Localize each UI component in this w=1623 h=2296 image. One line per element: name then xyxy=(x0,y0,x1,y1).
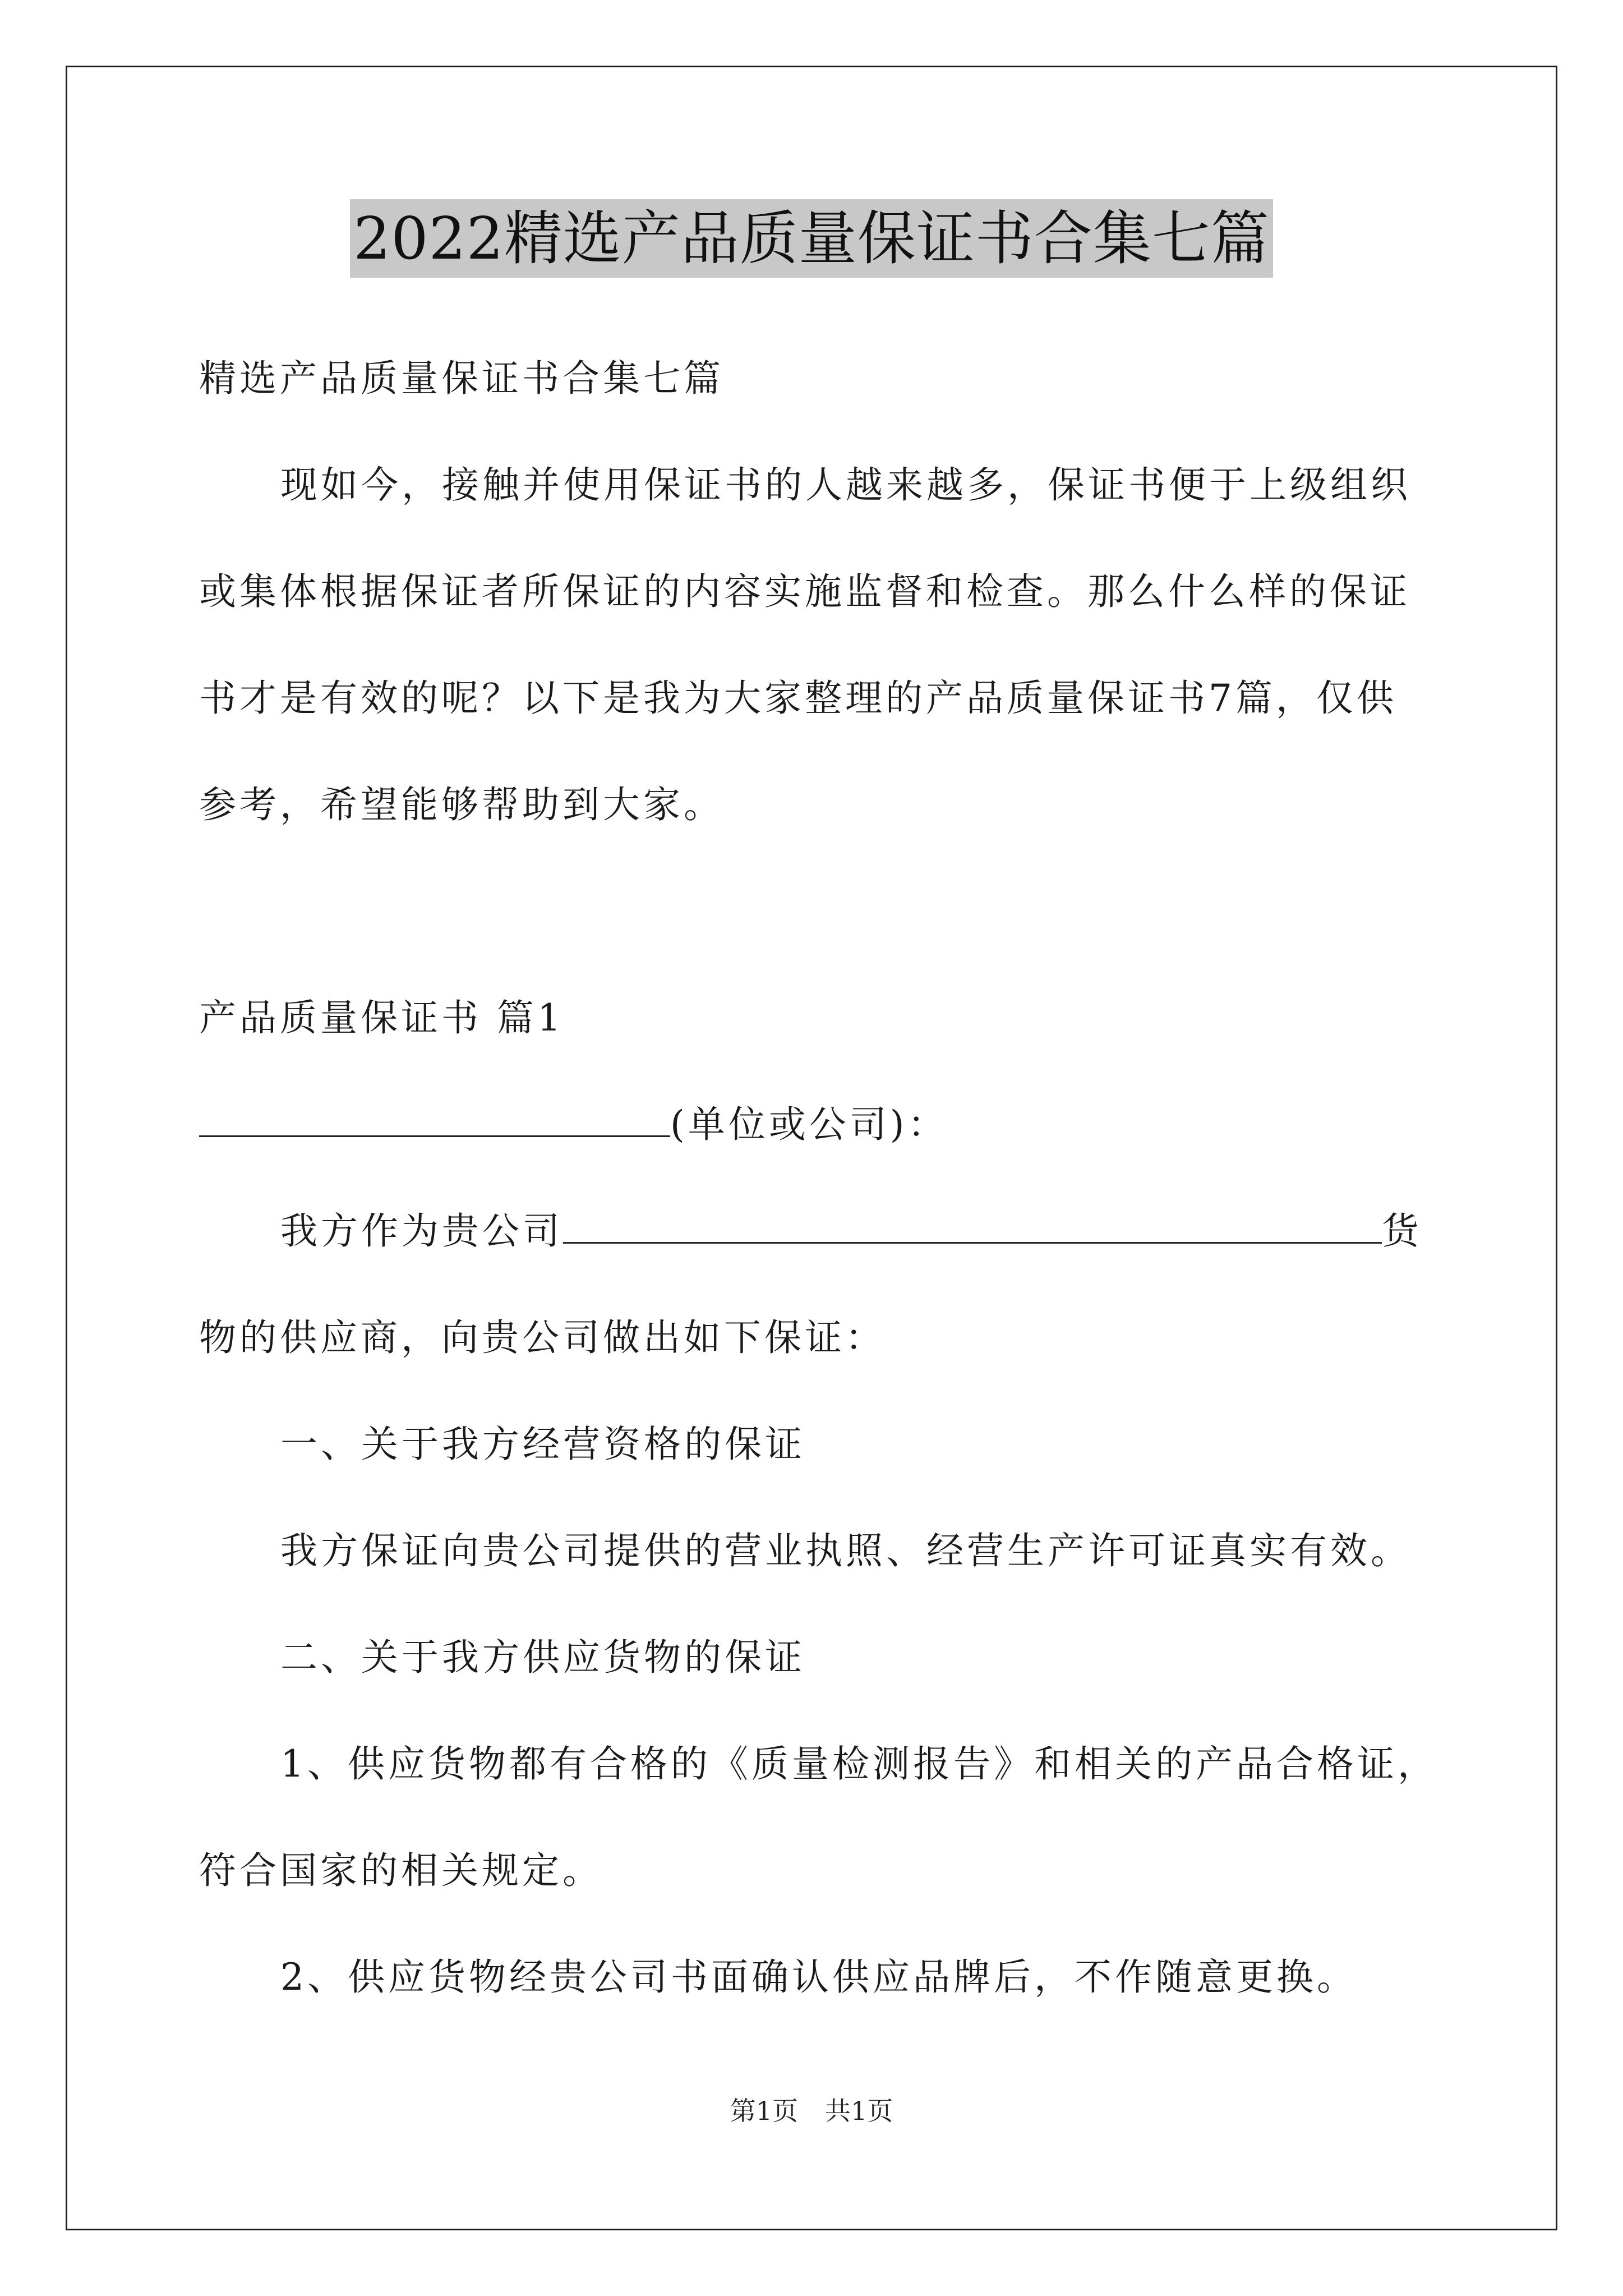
item1-heading: 一、关于我方经营资格的保证 xyxy=(280,1423,805,1466)
intro-line-4: 参考，希望能够帮助到大家。 xyxy=(199,783,724,826)
intro-line-2: 或集体根据保证者所保证的内容实施监督和检查。那么什么样的保证 xyxy=(199,570,1410,613)
addressee-blank[interactable] xyxy=(199,1101,670,1137)
item2-1-line-1: 1、供应货物都有合格的《质量检测报告》和相关的产品合格证， xyxy=(280,1742,1438,1786)
addressee-suffix: (单位或公司)： xyxy=(670,1103,948,1146)
page-total: 共1页 xyxy=(825,2096,893,2126)
item1-text: 我方保证向贵公司提供的营业执照、经营生产许可证真实有效。 xyxy=(280,1529,1411,1572)
title-wrap xyxy=(0,199,1623,278)
item2-heading: 二、关于我方供应货物的保证 xyxy=(280,1636,805,1679)
page-footer xyxy=(0,2094,1623,2128)
page-current: 第1页 xyxy=(730,2096,798,2126)
para1-prefix: 我方作为贵公司 xyxy=(280,1209,563,1253)
para1-line-1 xyxy=(280,1206,1436,1257)
section-heading: 产品质量保证书 篇1 xyxy=(199,996,564,1039)
item2-1-line-2: 符合国家的相关规定。 xyxy=(199,1849,603,1892)
para1-line-2: 物的供应商，向贵公司做出如下保证： xyxy=(199,1316,886,1359)
document-title: 2022精选产品质量保证书合集七篇 xyxy=(350,199,1273,278)
addressee-line xyxy=(199,1099,1433,1150)
item2-2: 2、供应货物经贵公司书面确认供应品牌后，不作随意更换。 xyxy=(280,1955,1357,1999)
para1-suffix: 货 xyxy=(1382,1209,1422,1253)
intro-line-1: 现如今，接触并使用保证书的人越来越多，保证书便于上级组织 xyxy=(280,463,1411,507)
document-subtitle: 精选产品质量保证书合集七篇 xyxy=(199,357,724,400)
intro-line-3: 书才是有效的呢？以下是我为大家整理的产品质量保证书7篇，仅供 xyxy=(199,677,1397,720)
goods-blank[interactable] xyxy=(563,1207,1382,1244)
